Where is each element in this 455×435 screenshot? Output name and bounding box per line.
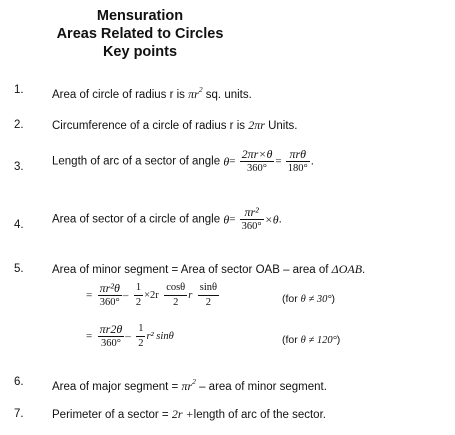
point-number-4: 4.	[14, 219, 24, 231]
point-number-6: 6.	[14, 376, 24, 388]
point-6	[52, 375, 327, 394]
point-number-1: 1.	[14, 84, 24, 96]
circumference-formula: 2πr	[248, 118, 265, 132]
point-number-5: 5.	[14, 263, 24, 275]
point-7-text: Perimeter of a sector =	[52, 409, 169, 421]
point-number-3: 3.	[14, 161, 24, 173]
point-2-unit: Units.	[268, 120, 298, 132]
point-2-text: Circumference of a circle of radius r is	[52, 120, 246, 132]
sector-fraction: $\frac{\text{πr²}}{360^\circ}$	[241, 205, 262, 232]
point-3-text: Length of arc of a sector of angle	[52, 155, 221, 168]
area-formula: $\pi r^2$	[188, 85, 203, 101]
arc-fraction-1: $\frac{2\pi r\times\theta}{360^\circ}$	[241, 147, 273, 174]
point-7	[52, 407, 326, 422]
point-4: Area of sector of a circle of angle θ= $\frac{\text{πr²}}{360^\circ}$ ×θ.	[52, 205, 282, 232]
point-5: Area of minor segment = Area of sector OAB – area of ΔOAB.	[52, 262, 366, 276]
point-7-tail: length of arc of the sector.	[193, 409, 326, 421]
point-6-text: Area of major segment =	[52, 381, 179, 393]
arc-fraction-2: $\frac{\text{πrθ}}{180^\circ}$	[287, 147, 308, 174]
point-1-text: Area of circle of radius r is	[52, 89, 185, 101]
point-3: Length of arc of a sector of angle θ= $\frac{2\pi r\times\theta}{360^\circ}$ = $\frac{\text{πrθ}}{180^\circ}$ .	[52, 147, 314, 174]
condition-2: (for θ ≠ 120°)	[282, 334, 341, 346]
point-1	[52, 83, 252, 102]
point-number-2: 2.	[14, 119, 24, 131]
condition-1: (for θ ≠ 30°)	[282, 293, 336, 305]
point-5-text: Area of minor segment = Area of sector OAB – area of	[52, 264, 329, 276]
segment-formula-2: = $\frac{\pi r2\theta}{360^\circ}$ – $\frac{1}{2}$ r² sinθ	[86, 322, 174, 349]
triangle-oab: ΔOAB	[331, 262, 363, 276]
point-number-7: 7.	[14, 408, 24, 420]
point-6-tail: – area of minor segment.	[199, 381, 327, 393]
section-heading: Key points	[102, 44, 178, 60]
point-1-unit: sq. units.	[205, 89, 252, 101]
segment-formula-1: = $\frac{\text{πr²θ}}{360^\circ}$ – $\frac{1}{2}$ ×2r $\frac{\cos\theta}{2}$ r $\frac{\sin\theta}{2}$	[86, 281, 218, 308]
page-title: Mensuration	[96, 8, 184, 24]
major-area-formula: $\pi r^2$	[181, 377, 196, 393]
point-2	[52, 118, 298, 133]
page-subtitle: Areas Related to Circles	[56, 26, 224, 42]
arc-theta: θ	[223, 154, 230, 169]
point-4-text: Area of sector of a circle of angle	[52, 213, 221, 226]
perimeter-formula: 2r +	[171, 407, 194, 421]
